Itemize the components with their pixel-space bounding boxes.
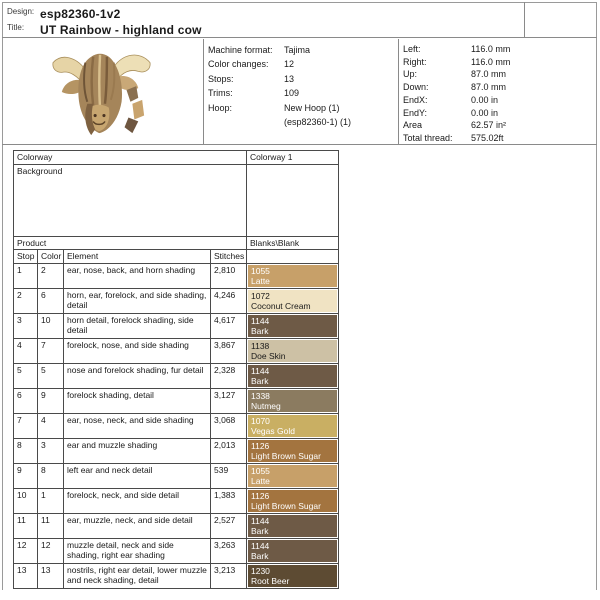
thread-name: Light Brown Sugar <box>251 450 321 461</box>
title-label: Title: <box>7 23 25 32</box>
thread-swatch <box>248 290 337 312</box>
element-cell: forelock, nose, and side shading <box>64 338 211 363</box>
table-row <box>14 513 339 538</box>
thread-name: Bark <box>251 525 269 536</box>
table-row <box>14 438 339 463</box>
thread-name: Doe Skin <box>251 350 286 361</box>
color-cell: 13 <box>38 563 64 588</box>
colorway-name: Colorway 1 <box>247 151 339 165</box>
element-cell: forelock shading, detail <box>64 388 211 413</box>
stat-row <box>403 132 593 145</box>
stitches-cell: 539 <box>211 463 247 488</box>
color-cell: 3 <box>38 438 64 463</box>
thread-swatch <box>248 565 337 587</box>
stitches-cell: 4,246 <box>211 288 247 313</box>
stitches-cell: 2,527 <box>211 513 247 538</box>
stop-cell: 8 <box>14 438 38 463</box>
thread-name: Light Brown Sugar <box>251 500 321 511</box>
info-value: 109 <box>284 88 300 99</box>
design-title: UT Rainbow - highland cow <box>40 23 202 37</box>
stat-label: Left: <box>403 44 421 54</box>
col-header-stitches: Stitches <box>211 250 247 264</box>
thread-cell <box>247 463 339 488</box>
info-label: Machine format: <box>208 45 273 55</box>
stat-row <box>403 68 593 81</box>
thread-code: 1230 <box>251 565 270 576</box>
thread-cell <box>247 338 339 363</box>
stitches-cell: 4,617 <box>211 313 247 338</box>
stat-value: 116.0 mm <box>471 44 511 54</box>
info-label: Hoop: <box>208 102 233 113</box>
thread-cell <box>247 363 339 388</box>
stat-label: Down: <box>403 82 429 93</box>
table-row <box>14 563 339 588</box>
color-cell: 2 <box>38 263 64 288</box>
stat-value: 0.00 in <box>471 94 499 105</box>
info-label: Stops: <box>208 73 234 84</box>
stitches-cell: 3,213 <box>211 563 247 588</box>
element-cell: left ear and neck detail <box>64 463 211 488</box>
machine-info-row <box>208 86 393 100</box>
color-cell: 8 <box>38 463 64 488</box>
thread-swatch <box>248 440 337 462</box>
stop-cell: 6 <box>14 388 38 413</box>
color-cell: 4 <box>38 413 64 438</box>
stat-row <box>403 43 593 56</box>
info-band <box>2 39 597 145</box>
thread-code: 1138 <box>251 340 270 351</box>
stop-cell: 5 <box>14 363 38 388</box>
info-label: Trims: <box>208 88 233 99</box>
stop-cell: 4 <box>14 338 38 363</box>
stat-row <box>403 56 593 69</box>
thread-code: 1072 <box>251 290 270 301</box>
product-row <box>14 236 339 250</box>
machine-info-row <box>208 43 393 57</box>
stat-label: Total thread: <box>403 132 453 143</box>
stat-row <box>403 107 593 120</box>
machine-info-row <box>208 101 393 115</box>
table-row <box>14 388 339 413</box>
design-preview-image <box>48 43 156 146</box>
info-label <box>208 115 284 129</box>
background-row <box>14 164 339 236</box>
table-row <box>14 263 339 288</box>
stat-row <box>403 81 593 94</box>
thread-code: 1126 <box>251 490 270 501</box>
thread-name: Nutmeg <box>251 400 281 411</box>
table-row <box>14 463 339 488</box>
info-divider-1 <box>203 39 204 145</box>
element-cell: nose and forelock shading, fur detail <box>64 363 211 388</box>
stop-cell: 12 <box>14 538 38 563</box>
color-cell: 12 <box>38 538 64 563</box>
product-label: Product <box>14 236 247 250</box>
thread-cell <box>247 288 339 313</box>
stat-label: EndX: <box>403 94 428 105</box>
background-label: Background <box>14 164 247 236</box>
thread-code: 1144 <box>251 315 270 326</box>
col-header-element: Element <box>64 250 211 264</box>
color-cell: 11 <box>38 513 64 538</box>
table-row <box>14 488 339 513</box>
thread-swatch <box>248 340 337 362</box>
info-value: New Hoop (1) <box>284 102 340 113</box>
thread-swatch <box>248 265 337 287</box>
thread-cell <box>247 538 339 563</box>
color-cell: 10 <box>38 313 64 338</box>
thread-swatch <box>248 390 337 412</box>
element-cell: nostrils, right ear detail, lower muzzle and neck shading, detail <box>64 563 211 588</box>
table-row <box>14 413 339 438</box>
thread-cell <box>247 413 339 438</box>
thread-cell <box>247 513 339 538</box>
thread-code: 1055 <box>251 265 270 276</box>
color-cell: 9 <box>38 388 64 413</box>
element-cell: ear, nose, neck, and side shading <box>64 413 211 438</box>
thread-cell <box>247 438 339 463</box>
product-value: Blanks\Blank <box>247 236 339 250</box>
thread-name: Bark <box>251 375 269 386</box>
thread-swatch <box>248 515 337 537</box>
stat-value: 87.0 mm <box>471 69 507 80</box>
info-value: 13 <box>284 73 295 84</box>
thread-code: 1144 <box>251 365 270 376</box>
colorway-table <box>13 150 338 589</box>
highland-cow-thumbnail <box>48 43 156 141</box>
machine-info-row <box>208 57 393 71</box>
stop-cell: 7 <box>14 413 38 438</box>
thread-name: Vegas Gold <box>251 425 295 436</box>
thread-swatch <box>248 315 337 337</box>
stop-cell: 3 <box>14 313 38 338</box>
col-header-thread <box>247 250 339 264</box>
table-row <box>14 313 339 338</box>
thread-swatch <box>248 540 337 562</box>
thread-cell <box>247 388 339 413</box>
table-row <box>14 363 339 388</box>
stat-label: Up: <box>403 69 418 80</box>
stat-label: Area <box>403 120 423 131</box>
thread-name: Latte <box>251 275 270 286</box>
thread-name: Root Beer <box>251 575 290 586</box>
thread-swatch <box>248 415 337 437</box>
thread-code: 1144 <box>251 515 270 526</box>
table-row <box>14 288 339 313</box>
table-row <box>14 538 339 563</box>
stop-cell: 11 <box>14 513 38 538</box>
thread-name: Bark <box>251 325 269 336</box>
thread-code: 1055 <box>251 465 270 476</box>
thread-swatch <box>248 365 337 387</box>
element-cell: muzzle detail, neck and side shading, right ear shading <box>64 538 211 563</box>
stat-row <box>403 94 593 107</box>
thread-cell <box>247 313 339 338</box>
stitches-cell: 2,328 <box>211 363 247 388</box>
stitches-cell: 3,867 <box>211 338 247 363</box>
stop-cell: 13 <box>14 563 38 588</box>
thread-code: 1338 <box>251 390 270 401</box>
design-stats-block <box>403 43 593 145</box>
info-value: (esp82360-1) (1) <box>284 117 352 128</box>
thread-cell <box>247 263 339 288</box>
machine-info-row <box>208 72 393 86</box>
info-value: Tajima <box>284 45 311 55</box>
machine-info-block <box>208 43 393 129</box>
stop-cell: 1 <box>14 263 38 288</box>
machine-info-row <box>208 115 393 129</box>
info-label: Color changes: <box>208 59 269 70</box>
thread-code: 1070 <box>251 415 270 426</box>
color-cell: 5 <box>38 363 64 388</box>
design-number: esp82360-1v2 <box>40 7 121 21</box>
info-divider-2 <box>398 39 399 145</box>
stitches-cell: 3,068 <box>211 413 247 438</box>
element-cell: horn detail, forelock shading, side detail <box>64 313 211 338</box>
color-cell: 7 <box>38 338 64 363</box>
color-cell: 1 <box>38 488 64 513</box>
stat-value: 62.57 in² <box>471 120 507 131</box>
stat-value: 116.0 mm <box>471 56 511 67</box>
header-divider <box>524 2 525 38</box>
thread-cell <box>247 488 339 513</box>
element-cell: forelock, neck, and side detail <box>64 488 211 513</box>
info-value: 12 <box>284 59 295 70</box>
stitches-cell: 3,127 <box>211 388 247 413</box>
element-cell: ear, muzzle, neck, and side detail <box>64 513 211 538</box>
stitches-cell: 2,810 <box>211 263 247 288</box>
stitches-cell: 3,263 <box>211 538 247 563</box>
element-cell: horn, ear, forelock, and side shading, detail <box>64 288 211 313</box>
thread-name: Coconut Cream <box>251 300 311 311</box>
thread-swatch <box>248 490 337 512</box>
table-row <box>14 338 339 363</box>
stat-value: 0.00 in <box>471 107 499 118</box>
stat-value: 87.0 mm <box>471 82 507 93</box>
background-swatch <box>248 166 337 235</box>
element-cell: ear and muzzle shading <box>64 438 211 463</box>
stat-label: Right: <box>403 56 427 67</box>
thread-swatch <box>248 465 337 487</box>
report-header <box>2 2 597 38</box>
col-header-stop: Stop <box>14 250 38 264</box>
stat-row <box>403 119 593 132</box>
col-header-color: Color <box>38 250 64 264</box>
stop-cell: 10 <box>14 488 38 513</box>
stitches-cell: 2,013 <box>211 438 247 463</box>
thread-code: 1126 <box>251 440 270 451</box>
element-cell: ear, nose, back, and horn shading <box>64 263 211 288</box>
thread-code: 1144 <box>251 540 270 551</box>
thread-name: Bark <box>251 550 269 561</box>
colorway-label: Colorway <box>14 151 247 165</box>
stat-label: EndY: <box>403 107 428 118</box>
stop-cell: 2 <box>14 288 38 313</box>
stop-cell: 9 <box>14 463 38 488</box>
background-swatch-cell <box>247 164 339 236</box>
stat-value: 575.02ft <box>471 132 504 143</box>
thread-name: Latte <box>251 475 270 486</box>
colorway-header-row <box>14 151 339 165</box>
thread-cell <box>247 563 339 588</box>
color-cell: 6 <box>38 288 64 313</box>
design-label: Design: <box>7 7 35 16</box>
column-header-row <box>14 250 339 264</box>
stitches-cell: 1,383 <box>211 488 247 513</box>
